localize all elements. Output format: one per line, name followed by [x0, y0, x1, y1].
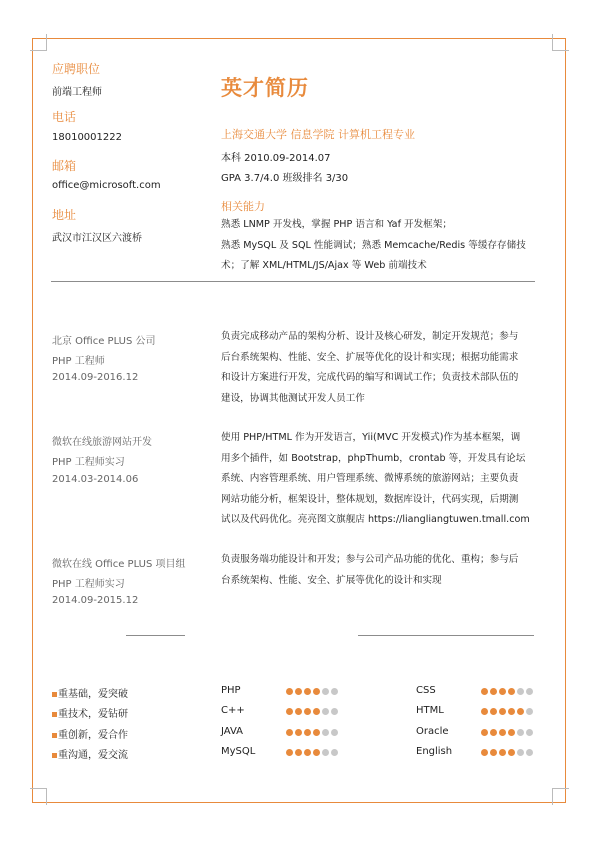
experience-company: 微软在线旅游网站开发: [52, 437, 152, 448]
rating-dot-empty: [331, 708, 338, 715]
rating-dot-filled: [304, 749, 311, 756]
skill-name: PHP: [221, 685, 241, 696]
experience-description: [221, 327, 541, 409]
rating-dot-filled: [286, 749, 293, 756]
crop-mark-bottom-left: [30, 788, 47, 805]
short-divider: [126, 635, 185, 636]
crop-mark-top-left: [30, 34, 47, 51]
rating-dot-filled: [508, 708, 515, 715]
experience-description: [221, 428, 541, 531]
rating-dot-empty: [322, 708, 329, 715]
email-value: office@microsoft.com: [52, 180, 161, 191]
description-line: 负责完成移动产品的架构分析、设计及核心研发，制定开发规范；参与: [221, 331, 519, 342]
ability-line: 熟悉 LNMP 开发栈，掌握 PHP 语言和 Yaf 开发框架；: [221, 219, 452, 230]
experience-description: [221, 550, 541, 591]
ability-line: 熟悉 MySQL 及 SQL 性能调试；熟悉 Memcache/Redis 等缓存存储技: [221, 239, 526, 251]
bullet-square-icon: [52, 753, 57, 758]
long-divider: [358, 635, 534, 636]
skill-name: MySQL: [221, 746, 256, 757]
description-line: 网站功能分析，框架设计，整体规划，数据库设计，代码实现，后期测: [221, 493, 519, 505]
rating-dot-empty: [331, 749, 338, 756]
skill-name: JAVA: [221, 726, 244, 737]
education-degree: 本科 2010.09-2014.07: [221, 153, 331, 164]
rating-dot-filled: [490, 749, 497, 756]
rating-dot-empty: [526, 749, 533, 756]
bullet-square-icon: [52, 692, 57, 697]
skill-name: Oracle: [416, 726, 449, 737]
rating-dot-filled: [295, 708, 302, 715]
phone-label: 电话: [52, 110, 77, 124]
rating-dot-filled: [304, 729, 311, 736]
rating-dot-empty: [526, 688, 533, 695]
rating-dot-filled: [499, 749, 506, 756]
resume-title: 英才简历: [221, 76, 309, 100]
email-label: 邮箱: [52, 159, 77, 173]
rating-dot-filled: [295, 749, 302, 756]
description-line: 系统、内容管理系统、用户管理系统、微博系统的旅游网站；主要负责: [221, 473, 519, 485]
rating-dot-filled: [481, 749, 488, 756]
rating-dot-filled: [295, 729, 302, 736]
crop-mark-bottom-right: [552, 788, 569, 805]
strength-item: 重基础，爱突破: [52, 685, 128, 700]
rating-dot-filled: [508, 749, 515, 756]
description-line: 后台系统架构、性能、安全、扩展等优化的设计和实现；根据功能需求: [221, 351, 519, 363]
experience-role: PHP 工程师实习: [52, 457, 125, 468]
education-gpa: GPA 3.7/4.0 班级排名 3/30: [221, 173, 349, 184]
rating-dot-filled: [490, 729, 497, 736]
description-line: 和设计方案进行开发，完成代码的编写和调试工作；负责技术部队伍的: [221, 372, 519, 384]
rating-dot-filled: [508, 729, 515, 736]
rating-dot-filled: [313, 688, 320, 695]
skill-name: HTML: [416, 705, 444, 716]
strength-item: 重沟通，爱交流: [52, 746, 128, 761]
rating-dot-filled: [481, 708, 488, 715]
skill-name: CSS: [416, 685, 436, 696]
rating-dot-filled: [481, 688, 488, 695]
rating-dot-filled: [304, 688, 311, 695]
rating-dot-filled: [304, 708, 311, 715]
rating-dot-filled: [490, 708, 497, 715]
rating-dot-filled: [286, 708, 293, 715]
rating-dot-empty: [331, 688, 338, 695]
description-line: 台系统架构、性能、安全、扩展等优化的设计和实现: [221, 574, 442, 586]
rating-dot-filled: [286, 729, 293, 736]
rating-dot-empty: [526, 708, 533, 715]
strength-item: 重技术，爱钻研: [52, 705, 128, 720]
rating-dot-empty: [517, 688, 524, 695]
rating-dot-empty: [322, 729, 329, 736]
ability-line: 术；了解 XML/HTML/JS/Ajax 等 Web 前端技术: [221, 260, 427, 272]
strength-item: 重创新，爱合作: [52, 726, 128, 741]
rating-dot-empty: [331, 729, 338, 736]
ability-title: 相关能力: [221, 200, 265, 213]
rating-dot-empty: [517, 729, 524, 736]
rating-dot-filled: [508, 688, 515, 695]
description-line: 使用 PHP/HTML 作为开发语言，Yii(MVC 开发模式)作为基本框架，调: [221, 432, 521, 443]
description-line: 负责服务端功能设计和开发；参与公司产品功能的优化、重构；参与后: [221, 554, 519, 565]
address-label: 地址: [52, 208, 77, 222]
rating-dot-filled: [295, 688, 302, 695]
rating-dot-filled: [499, 708, 506, 715]
description-line: 试以及代码优化。亮亮图文旗舰店 https://liangliangtuwen.tmall.com: [221, 514, 530, 526]
skill-name: C++: [221, 705, 245, 716]
address-value: 武汉市江汉区六渡桥: [52, 233, 142, 244]
experience-company: 微软在线 Office PLUS 项目组: [52, 559, 186, 570]
position-label: 应聘职位: [52, 62, 101, 76]
rating-dot-empty: [322, 749, 329, 756]
rating-dot-empty: [517, 749, 524, 756]
bullet-square-icon: [52, 712, 57, 717]
education-school: 上海交通大学 信息学院 计算机工程专业: [221, 128, 415, 141]
rating-dot-filled: [481, 729, 488, 736]
rating-dot-filled: [313, 708, 320, 715]
crop-mark-top-right: [552, 34, 569, 51]
section-divider: [51, 281, 535, 282]
rating-dot-filled: [499, 688, 506, 695]
rating-dot-filled: [286, 688, 293, 695]
experience-period: 2014.09-2016.12: [52, 372, 139, 383]
position-value: 前端工程师: [52, 87, 102, 98]
description-line: 用多个插件，如 Bootstrap，phpThumb，crontab 等，开发具有论坛: [221, 452, 526, 464]
experience-role: PHP 工程师实习: [52, 579, 125, 590]
experience-period: 2014.03-2014.06: [52, 474, 139, 485]
experience-company: 北京 Office PLUS 公司: [52, 336, 156, 347]
rating-dot-empty: [322, 688, 329, 695]
rating-dot-filled: [499, 729, 506, 736]
experience-period: 2014.09-2015.12: [52, 595, 139, 606]
rating-dot-filled: [490, 688, 497, 695]
phone-value: 18010001222: [52, 132, 122, 143]
rating-dot-filled: [517, 708, 524, 715]
description-line: 建设，协调其他测试开发人员工作: [221, 392, 365, 404]
skill-name: English: [416, 746, 453, 757]
ability-text: [221, 215, 541, 277]
rating-dot-filled: [313, 729, 320, 736]
bullet-square-icon: [52, 733, 57, 738]
rating-dot-empty: [526, 729, 533, 736]
experience-role: PHP 工程师: [52, 356, 105, 367]
rating-dot-filled: [313, 749, 320, 756]
